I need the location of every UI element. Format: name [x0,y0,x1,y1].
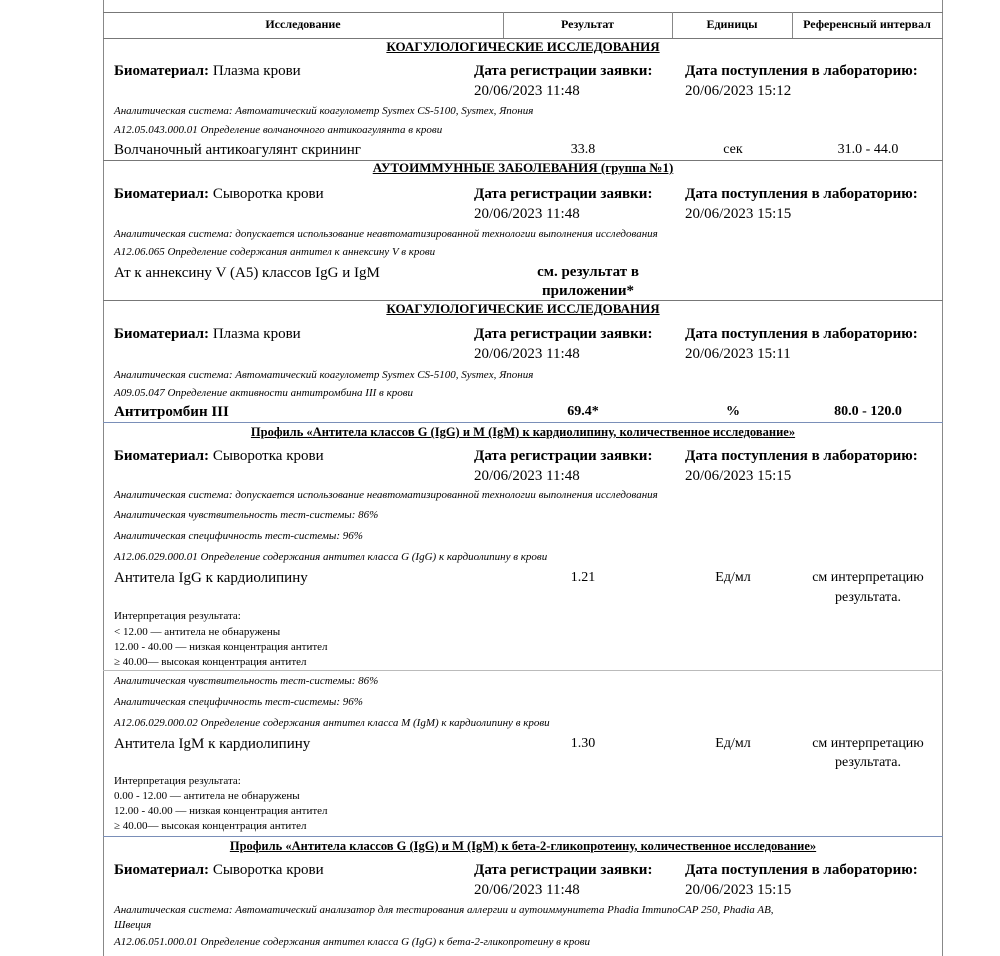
col-header-test: Исследование [265,17,341,31]
lab-date-1: 20/06/2023 15:12 [685,83,792,99]
test-code-igm: A12.06.029.000.02 Определение содержания антител класса M (IgM) к кардиолипину в крови [114,717,550,729]
lab-date-3: 20/06/2023 15:11 [685,346,791,362]
reg-date-5: 20/06/2023 11:48 [474,882,580,898]
lab-report-sheet [103,0,943,956]
test-code-5: A12.06.051.000.01 Определение содержания антител класса G (IgG) к бета-2-гликопротеину в крови [114,936,591,948]
interp-igm-row: ≥ 40.00— высокая концентрация антител [114,820,307,832]
interp-title-igm: Интерпретация результата: [114,775,241,787]
analytic-sensitivity-4: Аналитическая чувствительность тест-системы: 86% [114,509,379,521]
interp-igg-row: 12.00 - 40.00 — низкая концентрация антител [114,641,328,653]
interp-igg-row: ≥ 40.00— высокая концентрация антител [114,656,307,668]
analytic-system-3: Аналитическая система: Автоматический коагулометр Sysmex CS-5100, Sysmex, Япония [114,369,534,381]
test-code-igg: A12.06.029.000.01 Определение содержания антител класса G (IgG) к кардиолипину в крови [114,551,548,563]
analytic-specificity-4: Аналитическая специфичность тест-системы: 96% [114,530,363,542]
analytic-system-4: Аналитическая система: допускается использование неавтоматизированной технологии выполнения исследования [114,489,658,501]
test-result-2-line2: приложении* [542,283,634,299]
biomaterial-1: Биоматериал: Плазма крови [114,63,301,79]
test-units-1: сек [723,142,743,157]
left-border [103,0,104,956]
test-name-2: Ат к аннексину V (A5) классов IgG и IgM [114,265,380,281]
reg-date-label-3: Дата регистрации заявки: [474,326,653,342]
lab-date-label-1: Дата поступления в лабораторию: [685,63,918,79]
reg-date-label-1: Дата регистрации заявки: [474,63,653,79]
interp-igm-row: 12.00 - 40.00 — низкая концентрация антител [114,805,328,817]
test-code-3: A09.05.047 Определение активности антитромбина III в крови [114,387,413,399]
biomaterial-4: Биоматериал: Сыворотка крови [114,448,324,464]
reg-date-1: 20/06/2023 11:48 [474,83,580,99]
header-top-line [103,12,943,13]
test-result-2-line1: см. результат в [537,264,639,280]
analytic-system-1: Аналитическая система: Автоматический коагулометр Sysmex CS-5100, Sysmex, Япония [114,105,534,117]
lab-date-5: 20/06/2023 15:15 [685,882,792,898]
section-title-autoimmune: АУТОИММУННЫЕ ЗАБОЛЕВАНИЯ (группа №1) [372,160,674,175]
test-units-igg: Ед/мл [715,570,751,585]
lab-date-label-2: Дата поступления в лабораторию: [685,186,918,202]
test-ref-1: 31.0 - 44.0 [837,142,899,157]
test-ref-igm-line1: см интерпретацию [812,736,924,751]
reg-date-4: 20/06/2023 11:48 [474,468,580,484]
section-title-cardiolipin: Профиль «Антитела классов G (IgG) и M (IgM) к кардиолипину, количественное исследование» [250,425,796,439]
test-result-1: 33.8 [570,142,596,157]
reg-date-label-5: Дата регистрации заявки: [474,862,653,878]
reg-date-label-4: Дата регистрации заявки: [474,448,653,464]
test-name-igm: Антитела IgM к кардиолипину [114,736,311,752]
test-name-igg: Антитела IgG к кардиолипину [114,570,308,586]
analytic-system-2: Аналитическая система: допускается использование неавтоматизированной технологии выполнения исследования [114,228,658,240]
analytic-system-5-line1: Аналитическая система: Автоматический анализатор для тестирования аллергии и аутоиммунитета Phadia ImmunoCAP 250, Phadia AB, [114,904,774,916]
test-ref-3: 80.0 - 120.0 [834,404,902,419]
biomaterial-5: Биоматериал: Сыворотка крови [114,862,324,878]
col-header-units: Единицы [706,17,758,31]
lab-date-2: 20/06/2023 15:15 [685,206,792,222]
reg-date-2: 20/06/2023 11:48 [474,206,580,222]
biomaterial-3: Биоматериал: Плазма крови [114,326,301,342]
test-name-3: Антитромбин III [114,404,229,420]
interp-title-igg: Интерпретация результата: [114,610,241,622]
lab-date-label-5: Дата поступления в лабораторию: [685,862,918,878]
test-units-3: % [726,404,740,419]
lab-date-4: 20/06/2023 15:15 [685,468,792,484]
test-ref-igg-line1: см интерпретацию [812,570,924,585]
col-header-ref: Референсный интервал [803,17,931,31]
test-result-igm: 1.30 [570,736,596,751]
test-ref-igm-line2: результата. [835,755,901,770]
section-title-coag-2: КОАГУЛОЛОГИЧЕСКИЕ ИССЛЕДОВАНИЯ [386,301,660,316]
test-result-3: 69.4* [567,404,599,419]
reg-date-3: 20/06/2023 11:48 [474,346,580,362]
biomaterial-2: Биоматериал: Сыворотка крови [114,186,324,202]
col-header-result: Результат [560,17,614,31]
lab-date-label-4: Дата поступления в лабораторию: [685,448,918,464]
interp-igm-row: 0.00 - 12.00 — антитела не обнаружены [114,790,300,802]
analytic-specificity-igm: Аналитическая специфичность тест-системы: 96% [114,696,363,708]
test-units-igm: Ед/мл [715,736,751,751]
interp-igg-row: < 12.00 — антитела не обнаружены [114,626,281,638]
test-result-igg: 1.21 [570,570,596,585]
test-ref-igg-line2: результата. [835,590,901,605]
analytic-sensitivity-igm: Аналитическая чувствительность тест-системы: 86% [114,675,379,687]
reg-date-label-2: Дата регистрации заявки: [474,186,653,202]
section-title-coag-1: КОАГУЛОЛОГИЧЕСКИЕ ИССЛЕДОВАНИЯ [386,39,660,54]
lab-date-label-3: Дата поступления в лабораторию: [685,326,918,342]
test-code-1: A12.05.043.000.01 Определение волчаночного антикоагулянта в крови [114,124,443,136]
test-code-2: A12.06.065 Определение содержания антител к аннексину V в крови [114,246,436,258]
analytic-system-5-line2: Швеция [114,919,152,931]
section-title-b2gp: Профиль «Антитела классов G (IgG) и M (IgM) к бета-2-гликопротеину, количественное исследование» [229,839,817,853]
test-name-1: Волчаночный антикоагулянт скрининг [114,142,361,158]
